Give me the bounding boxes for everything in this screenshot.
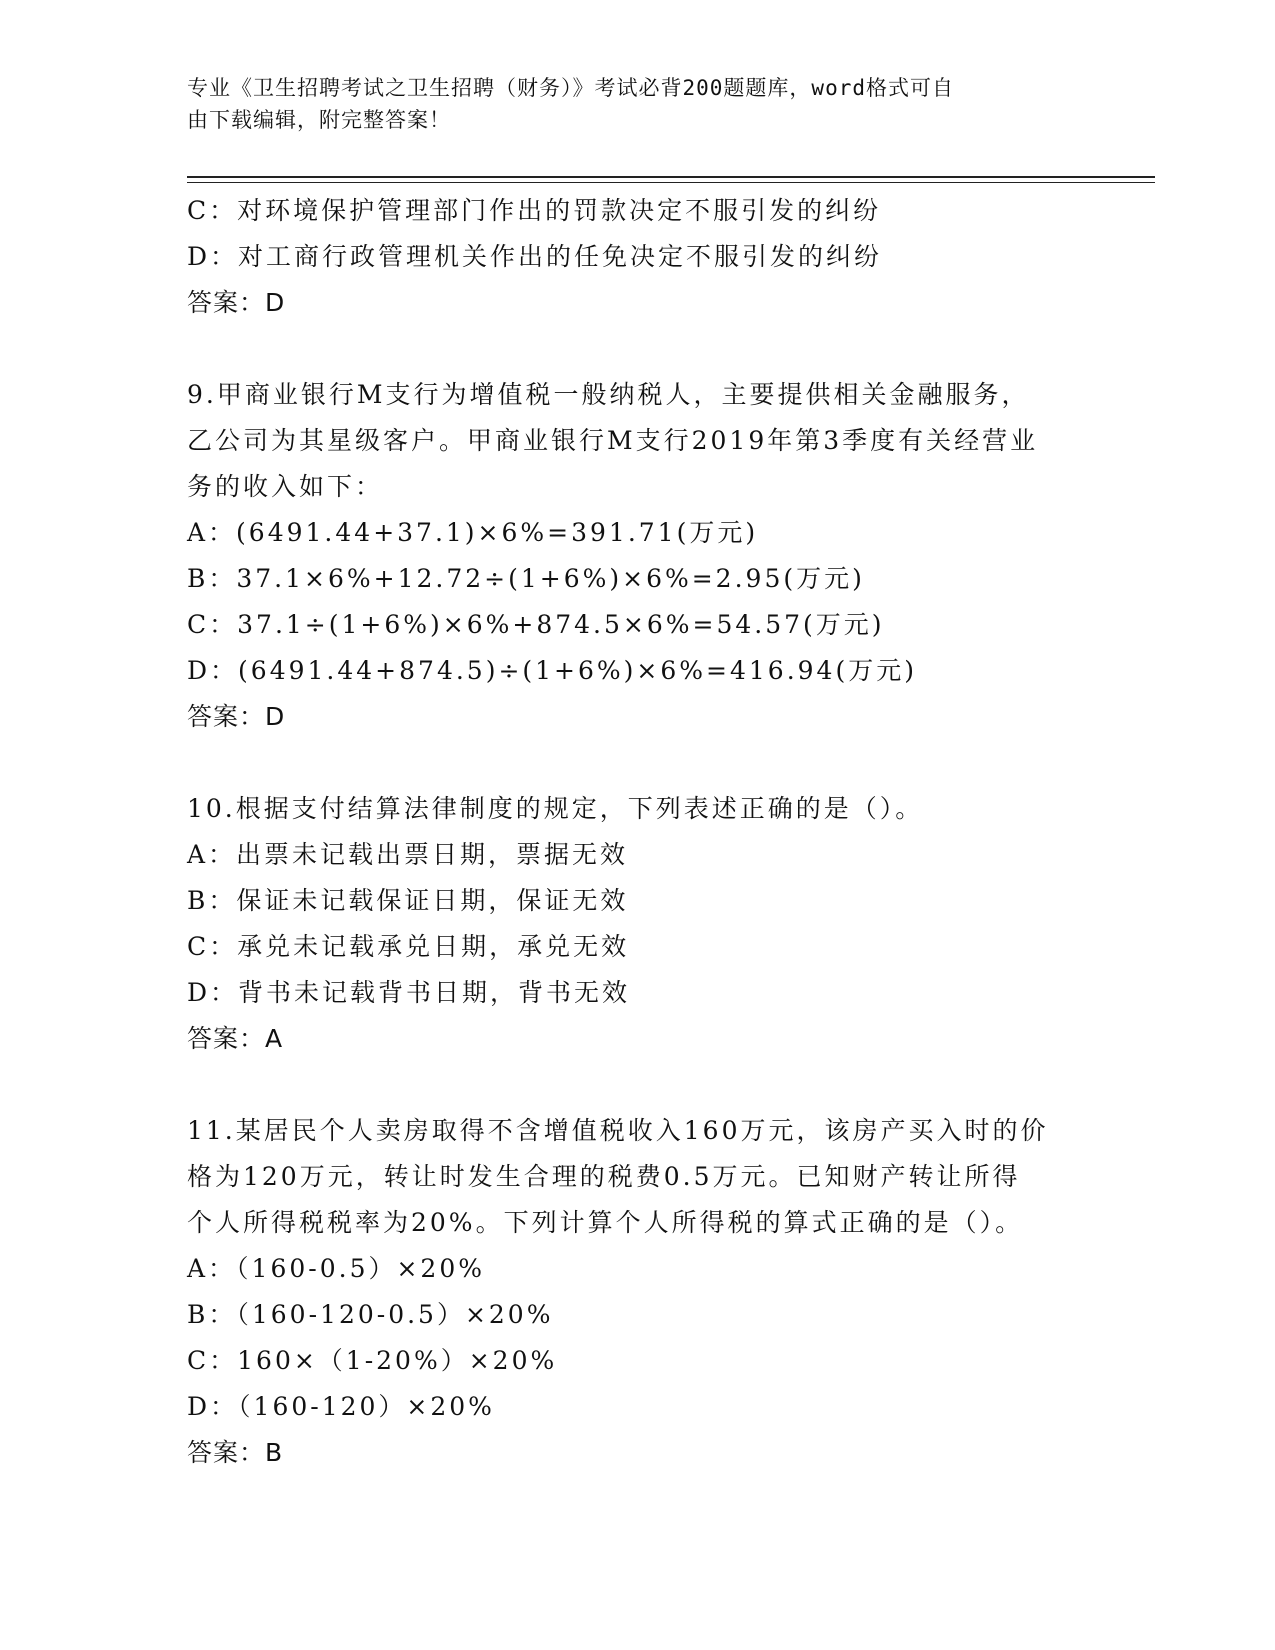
question-list bbox=[187, 188, 1087, 1476]
question-8-tail bbox=[187, 188, 1087, 326]
option-d: D：（160-120）×20% bbox=[187, 1392, 495, 1421]
answer-line: 答案：D bbox=[187, 702, 286, 731]
question-spacer bbox=[187, 740, 1087, 786]
option-c: C：承兑未记载承兑日期，承兑无效 bbox=[187, 932, 630, 961]
answer-line: 答案：A bbox=[187, 1024, 284, 1053]
option-c: C：160×（1-20%）×20% bbox=[187, 1346, 558, 1375]
question-stem-line: 务的收入如下： bbox=[187, 472, 384, 501]
header-line-2: 由下载编辑，附完整答案！ bbox=[187, 108, 451, 132]
question-stem-line: 格为120万元，转让时发生合理的税费0.5万元。已知财产转让所得 bbox=[187, 1162, 1021, 1191]
question-spacer bbox=[187, 326, 1087, 372]
question-stem-line: 10.根据支付结算法律制度的规定，下列表述正确的是（）。 bbox=[187, 794, 924, 823]
option-a: A：(6491.44+37.1)×6%=391.71(万元) bbox=[187, 518, 759, 547]
question-11 bbox=[187, 1108, 1087, 1476]
question-stem-line: 11.某居民个人卖房取得不含增值税收入160万元，该房产买入时的价 bbox=[187, 1116, 1049, 1145]
option-b: B：37.1×6%+12.72÷(1+6%)×6%=2.95(万元) bbox=[187, 564, 865, 593]
answer-line: 答案：B bbox=[187, 1438, 284, 1467]
option-c: C：对环境保护管理部门作出的罚款决定不服引发的纠纷 bbox=[187, 196, 882, 225]
option-b: B：（160-120-0.5）×20% bbox=[187, 1300, 554, 1329]
option-d: D：(6491.44+874.5)÷(1+6%)×6%=416.94(万元) bbox=[187, 656, 917, 685]
option-b: B：保证未记载保证日期，保证无效 bbox=[187, 886, 629, 915]
document-header bbox=[187, 72, 1087, 136]
question-stem-line: 个人所得税税率为20%。下列计算个人所得税的算式正确的是（）。 bbox=[187, 1208, 1024, 1237]
question-stem-line: 乙公司为其星级客户。甲商业银行M支行2019年第3季度有关经营业 bbox=[187, 426, 1039, 455]
question-10 bbox=[187, 786, 1087, 1062]
header-rule-thin bbox=[187, 182, 1155, 183]
option-d: D：对工商行政管理机关作出的任免决定不服引发的纠纷 bbox=[187, 242, 883, 271]
option-c: C：37.1÷(1+6%)×6%+874.5×6%=54.57(万元) bbox=[187, 610, 885, 639]
answer-line: 答案：D bbox=[187, 288, 286, 317]
option-d: D：背书未记载背书日期，背书无效 bbox=[187, 978, 631, 1007]
question-stem-line: 9.甲商业银行M支行为增值税一般纳税人，主要提供相关金融服务， bbox=[187, 380, 1030, 409]
question-spacer bbox=[187, 1062, 1087, 1108]
header-rule-thick bbox=[187, 176, 1155, 178]
header-line-1: 专业《卫生招聘考试之卫生招聘（财务）》考试必背200题题库，word格式可自 bbox=[187, 76, 954, 100]
option-a: A：（160-0.5）×20% bbox=[187, 1254, 485, 1283]
option-a: A：出票未记载出票日期，票据无效 bbox=[187, 840, 629, 869]
question-9 bbox=[187, 372, 1087, 740]
